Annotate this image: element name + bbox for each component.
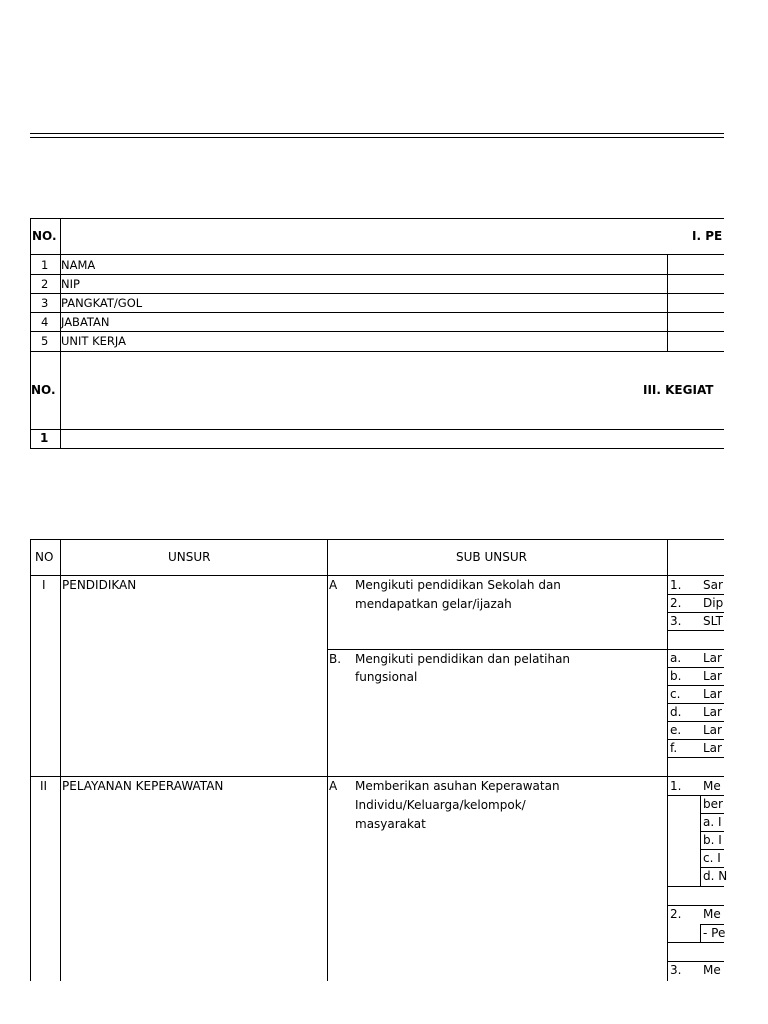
item-text: Lar [703,741,722,755]
sub-b-letter: B. [329,652,342,666]
header-no: NO [35,550,54,564]
header-unsur: UNSUR [168,550,211,564]
no-header: NO. [32,229,57,243]
item-text: Lar [703,705,722,719]
group-i-no: I [42,578,46,592]
item-text: Me [703,963,721,977]
section-1-title: I. PE [692,229,723,243]
sub-b-text: Mengikuti pendidikan dan pelatihan [355,652,571,666]
row-1-no: 1 [40,431,49,445]
item-text: Lar [703,687,722,701]
item-index: 2. [670,596,682,610]
group-ii-no: II [40,779,48,793]
section-3-title: III. KEGIAT [643,383,714,397]
item-text: - Pe [703,926,726,940]
row-no: 3 [41,296,49,310]
group-ii-unsur: PELAYANAN KEPERAWATAN [62,779,224,793]
row-no: 1 [41,258,49,272]
item-text: Me [703,779,721,793]
item-index: c. [670,687,681,701]
item-text: c. I [703,851,721,865]
item-index: a. [670,651,682,665]
item-text: d. N [703,869,728,883]
sub-a-text: Memberikan asuhan Keperawatan [355,779,560,793]
item-text: Lar [703,669,722,683]
row-label-nip: NIP [61,277,80,291]
sub-a-text: masyarakat [355,817,426,831]
header-sub-unsur: SUB UNSUR [456,550,527,564]
top-rule-1 [30,133,724,134]
item-text: Me [703,907,721,921]
item-text: Lar [703,723,722,737]
sub-a-letter: A [329,779,338,793]
row-label-nama: NAMA [61,258,96,272]
sub-a-letter: A [329,578,338,592]
item-index: 3. [670,963,682,977]
item-index: e. [670,723,682,737]
item-text: a. I [703,815,722,829]
row-no: 5 [41,334,49,348]
row-label-jabatan: JABATAN [61,315,110,329]
group-i-unsur: PENDIDIKAN [62,578,137,592]
sub-a-text: mendapatkan gelar/ijazah [355,597,512,611]
item-index: 1. [670,578,682,592]
no-header-2: NO. [31,383,56,397]
row-no: 4 [41,315,49,329]
item-index: 3. [670,614,682,628]
row-label-unit-kerja: UNIT KERJA [61,334,126,348]
item-index: b. [670,669,682,683]
item-index: 2. [670,907,682,921]
sub-a-text: Individu/Keluarga/kelompok/ [355,798,526,812]
sub-b-text: fungsional [355,670,418,684]
row-label-pangkat: PANGKAT/GOL [61,296,143,310]
item-index: d. [670,705,682,719]
item-text: Dip [703,596,724,610]
item-text: ber [703,797,723,811]
item-text: b. I [703,833,722,847]
item-text: Sar [703,578,723,592]
item-index: f. [670,741,678,755]
item-text: Lar [703,651,722,665]
item-text: SLT [703,614,723,628]
item-index: 1. [670,779,682,793]
sub-a-text: Mengikuti pendidikan Sekolah dan [355,578,561,592]
top-rule-2 [30,137,724,138]
row-no: 2 [41,277,49,291]
